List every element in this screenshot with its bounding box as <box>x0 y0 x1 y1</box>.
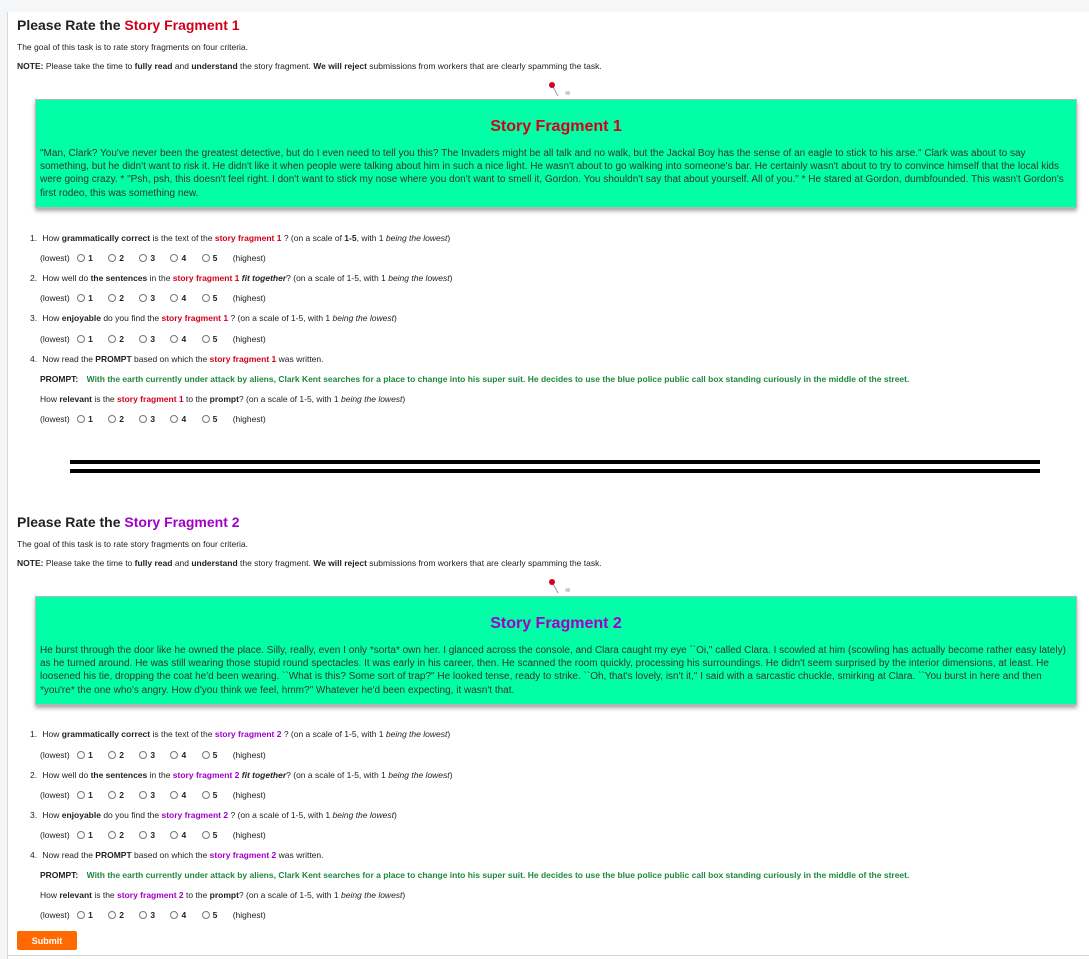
rating-row-relevant-2: (lowest) 1 2 3 4 5 (highest) <box>40 910 266 920</box>
radio-option[interactable] <box>170 911 178 919</box>
radio-option[interactable] <box>202 415 210 423</box>
radio-option[interactable] <box>139 751 147 759</box>
radio-option[interactable] <box>77 831 85 839</box>
story-text-1: "Man, Clark? You've never been the greatest detective, but do I even need to tell you this? The Invaders might be all talk and no walk, but the Jackal Boy has the sense of an eagle to stick to his arse." Clark was about to say something, but he didn't want to risk it. He didn't like it when people were talking about him in such a nice light. He wasn't about to go walking into someone's bar. He certainly wasn't about to try to convince himself that the local kids were going crazy. * "Psh, psh, this doesn't feel right. I don't want to stick my nose where you don't want to smell it, Gordon. You shouldn't say that about yourself. All of you." * He stared at Gordon, dumbfounded. This wasn't Gordon's first rodeo, this was something new. <box>40 148 1064 199</box>
radio-option[interactable] <box>139 415 147 423</box>
section-divider-top <box>70 460 1040 464</box>
fragment-2-heading: Please Rate the Story Fragment 2 <box>17 514 240 530</box>
radio-option[interactable] <box>108 335 116 343</box>
rating-row-relevant-1: (lowest) 1 2 3 4 5 (highest) <box>40 414 266 424</box>
fragment-1-header <box>17 15 1077 72</box>
story-text-2: He burst through the door like he owned the place. Silly, really, even I only *sorta* own her. I glanced across the console, and Clara caught my eye ``Oi," called Clara. I scowled at him (scowling has actually become rather easy lately) as he turned around. He was still wearing those stupid round spectacles. It was early in his career, then. He scanned the room quickly, processing his surroundings. He didn't seem surprised by the interior dimensions, at least. He loosened his tie, dropping the coat he'd been wearing. ``What is this? Some sort of trap?" He looked tense, ready to strike. ``Oh, that's lovely, isn't it," I said with a sarcastic chuckle, smirking at Clara. ``You burst in here and then *you're* the one who's angry. How d'you think we feel, hmm?" Whatever he'd been expecting, it wasn't that. <box>40 645 1066 696</box>
rating-row-coherence-1: (lowest) 1 2 3 4 5 (highest) <box>40 293 266 303</box>
radio-option[interactable] <box>77 415 85 423</box>
story-card-2 <box>35 596 1077 705</box>
radio-option[interactable] <box>202 911 210 919</box>
radio-option[interactable] <box>77 751 85 759</box>
radio-option[interactable] <box>77 254 85 262</box>
fragment-2-note: NOTE: Please take the time to fully read and understand the story fragment. We will reject submissions from workers that are clearly spamming the task. <box>17 558 602 568</box>
rating-row-coherence-2: (lowest) 1 2 3 4 5 (highest) <box>40 790 266 800</box>
radio-option[interactable] <box>202 751 210 759</box>
question-prompt-read-1: 4. Now read the PROMPT based on which the story fragment 1 was written. <box>30 354 324 364</box>
rating-row-enjoyable-1: (lowest) 1 2 3 4 5 (highest) <box>40 334 266 344</box>
radio-option[interactable] <box>170 335 178 343</box>
question-relevant-1: How relevant is the story fragment 1 to the prompt? (on a scale of 1-5, with 1 being the lowest) <box>40 394 406 404</box>
radio-option[interactable] <box>77 791 85 799</box>
submit-button[interactable]: Submit <box>17 931 77 950</box>
prompt-text-2: PROMPT: With the earth currently under attack by aliens, Clark Kent searches for a place to change into his super suit. He decides to use the blue police public call box standing curiously in the middle of the street. <box>40 870 910 880</box>
radio-option[interactable] <box>202 254 210 262</box>
radio-option[interactable] <box>139 335 147 343</box>
radio-option[interactable] <box>170 831 178 839</box>
question-coherence-2: 2. How well do the sentences in the story fragment 2 fit together? (on a scale of 1-5, with 1 being the lowest) <box>30 770 453 780</box>
question-grammar-2: 1. How grammatically correct is the text of the story fragment 2 ? (on a scale of 1-5, with 1 being the lowest) <box>30 729 451 739</box>
fragment-2-header <box>17 512 1077 569</box>
radio-option[interactable] <box>77 294 85 302</box>
radio-option[interactable] <box>139 911 147 919</box>
fragment-1-note: NOTE: Please take the time to fully read and understand the story fragment. We will reject submissions from workers that are clearly spamming the task. <box>17 61 602 71</box>
radio-option[interactable] <box>202 294 210 302</box>
radio-option[interactable] <box>202 791 210 799</box>
radio-option[interactable] <box>108 751 116 759</box>
radio-option[interactable] <box>108 791 116 799</box>
pushpin-icon <box>546 579 570 595</box>
prompt-text-1: PROMPT: With the earth currently under attack by aliens, Clark Kent searches for a place to change into his super suit. He decides to use the blue police public call box standing curiously in the middle of the street. <box>40 374 910 384</box>
radio-option[interactable] <box>108 831 116 839</box>
radio-option[interactable] <box>170 415 178 423</box>
radio-option[interactable] <box>139 254 147 262</box>
question-relevant-2: How relevant is the story fragment 2 to the prompt? (on a scale of 1-5, with 1 being the lowest) <box>40 890 406 900</box>
question-coherence-1: 2. How well do the sentences in the story fragment 1 fit together? (on a scale of 1-5, with 1 being the lowest) <box>30 273 453 283</box>
story-card-2-title: Story Fragment 2 <box>490 615 622 632</box>
page-bottom-border <box>8 955 1089 956</box>
radio-option[interactable] <box>170 791 178 799</box>
radio-option[interactable] <box>170 751 178 759</box>
rating-row-grammar-1: (lowest) 1 2 3 4 5 (highest) <box>40 253 266 263</box>
question-prompt-read-2: 4. Now read the PROMPT based on which the story fragment 2 was written. <box>30 850 324 860</box>
fragment-1-heading: Please Rate the Story Fragment 1 <box>17 17 240 33</box>
task-page <box>7 12 1089 959</box>
radio-option[interactable] <box>139 791 147 799</box>
rating-row-enjoyable-2: (lowest) 1 2 3 4 5 (highest) <box>40 830 266 840</box>
rating-row-grammar-2: (lowest) 1 2 3 4 5 (highest) <box>40 750 266 760</box>
question-enjoyable-1: 3. How enjoyable do you find the story fragment 1 ? (on a scale of 1-5, with 1 being the lowest) <box>30 313 397 323</box>
radio-option[interactable] <box>202 831 210 839</box>
radio-option[interactable] <box>77 911 85 919</box>
section-divider-bottom <box>70 469 1040 473</box>
radio-option[interactable] <box>77 335 85 343</box>
radio-option[interactable] <box>170 294 178 302</box>
pushpin-icon <box>546 82 570 98</box>
question-enjoyable-2: 3. How enjoyable do you find the story fragment 2 ? (on a scale of 1-5, with 1 being the lowest) <box>30 810 397 820</box>
radio-option[interactable] <box>108 911 116 919</box>
radio-option[interactable] <box>108 254 116 262</box>
radio-option[interactable] <box>139 294 147 302</box>
radio-option[interactable] <box>108 415 116 423</box>
story-card-1 <box>35 99 1077 208</box>
radio-option[interactable] <box>202 335 210 343</box>
radio-option[interactable] <box>139 831 147 839</box>
fragment-1-goal: The goal of this task is to rate story fragments on four criteria. <box>17 42 249 52</box>
radio-option[interactable] <box>170 254 178 262</box>
story-card-1-title: Story Fragment 1 <box>490 118 622 135</box>
radio-option[interactable] <box>108 294 116 302</box>
question-grammar-1: 1. How grammatically correct is the text of the story fragment 1 ? (on a scale of 1-5, with 1 being the lowest) <box>30 233 451 243</box>
fragment-2-goal: The goal of this task is to rate story fragments on four criteria. <box>17 539 249 549</box>
